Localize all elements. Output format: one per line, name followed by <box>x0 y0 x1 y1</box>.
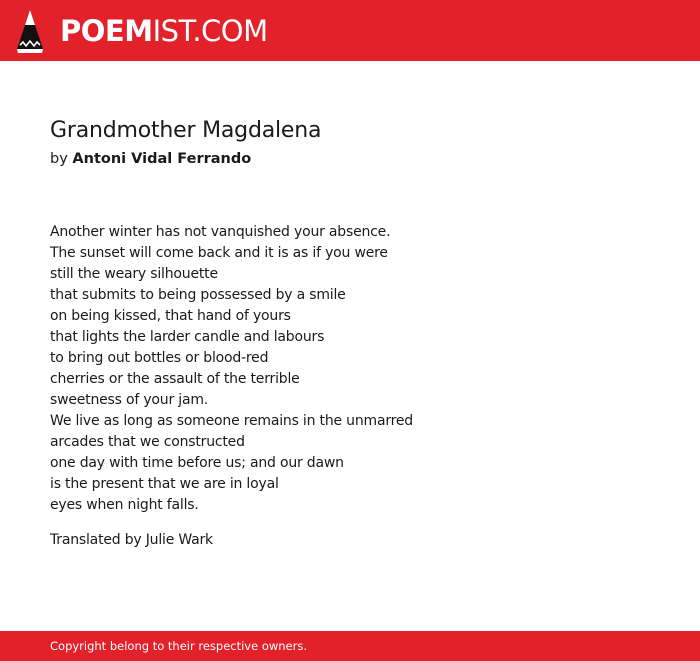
poem-line: to bring out bottles or blood-red <box>50 350 269 366</box>
poem-line: that submits to being possessed by a smile <box>50 287 346 303</box>
poem-body <box>50 222 650 516</box>
poem-line: Another winter has not vanquished your absence. <box>50 224 391 240</box>
poem-line: We live as long as someone remains in the unmarred <box>50 413 413 429</box>
author-name: Antoni Vidal Ferrando <box>72 151 252 167</box>
poem-line: The sunset will come back and it is as if you were <box>50 245 388 261</box>
site-footer <box>0 631 700 661</box>
by-label: by <box>50 151 68 167</box>
poem-content <box>50 112 650 551</box>
poem-line: that lights the larder candle and labours <box>50 329 325 345</box>
poem-title: Grandmother Magdalena <box>50 118 322 143</box>
logo-wordmark <box>60 13 268 48</box>
logo-text-bold: POEM <box>60 13 153 48</box>
poem-line: cherries or the assault of the terrible <box>50 371 300 387</box>
copyright-text: Copyright belong to their respective owners. <box>50 639 308 653</box>
byline <box>50 150 650 168</box>
poem-line: arcades that we constructed <box>50 434 245 450</box>
site-header <box>0 0 700 61</box>
poem-line: still the weary silhouette <box>50 266 218 282</box>
site-logo-link[interactable] <box>16 8 268 54</box>
poem-line: is the present that we are in loyal <box>50 476 279 492</box>
poem-line: sweetness of your jam. <box>50 392 209 408</box>
translator-note: Translated by Julie Wark <box>50 532 213 548</box>
logo-text-light: IST.COM <box>152 13 268 48</box>
poem-line: eyes when night falls. <box>50 497 199 513</box>
poem-line: on being kissed, that hand of yours <box>50 308 291 324</box>
poem-line: one day with time before us; and our dawn <box>50 455 344 471</box>
pencil-tip-icon <box>16 9 44 53</box>
